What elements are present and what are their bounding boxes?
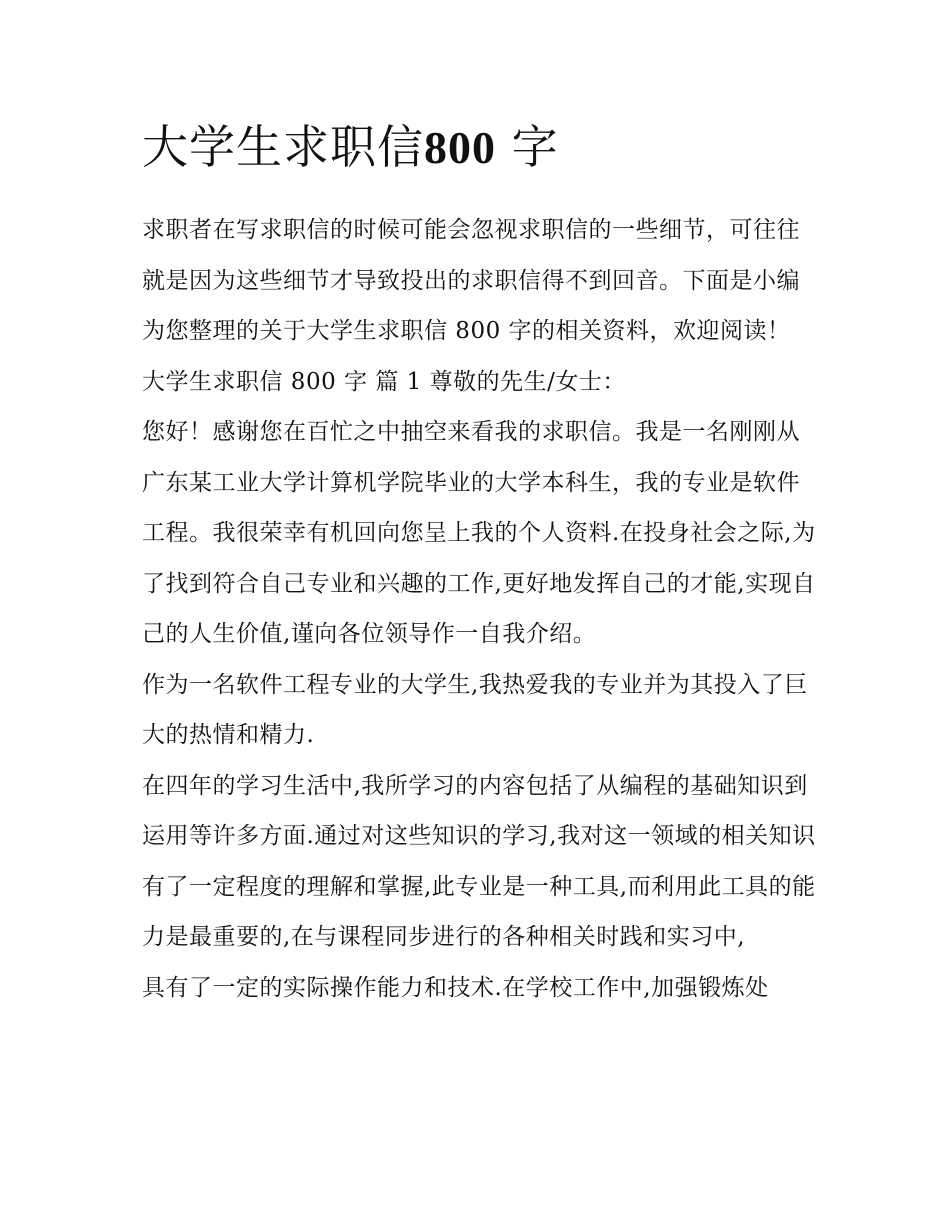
intro-paragraph: 求职者在写求职信的时候可能会忽视求职信的一些细节，可往往就是因为这些细节才导致投出的求职信得不到回音。下面是小编为您整理的关于大学生求职信 800 字的相关资料，欢迎阅读！ [142,217,800,344]
letter-heading: 大学生求职信 800 字 篇 1 尊敬的先生/女士： [142,368,626,395]
study-paragraph: 在四年的学习生活中,我所学习的内容包括了从编程的基础知识到运用等许多方面.通过对这些知识的学习,我对这一领域的相关知识有了一定程度的理解和掌握,此专业是一种工具,而利用此工具的能力是最重要的,在与课程同步进行的各种相关时践和实习中, [142,772,816,950]
document-title [142,112,822,183]
title-text: 大学生求职信 [142,120,424,174]
practice-paragraph: 具有了一定的实际操作能力和技术.在学校工作中,加强锻炼处 [142,974,769,1001]
greeting-paragraph: 您好！感谢您在百忙之中抽空来看我的求职信。我是一名刚刚从广东某工业大学计算机学院毕业的大学本科生，我的专业是软件工程。我很荣幸有机回向您呈上我的个人资料.在投身社会之际,为了找到符合自己专业和兴趣的工作,更好地发挥自己的才能,实现自己的人生价值,谨向各位领导作一自我介绍。 [142,419,816,647]
document-page [142,112,822,1013]
title-number: 800 [424,122,496,173]
title-suffix: 字 [511,120,559,174]
major-paragraph: 作为一名软件工程专业的大学生,我热爱我的专业并为其投入了巨大的热情和精力. [142,671,808,748]
